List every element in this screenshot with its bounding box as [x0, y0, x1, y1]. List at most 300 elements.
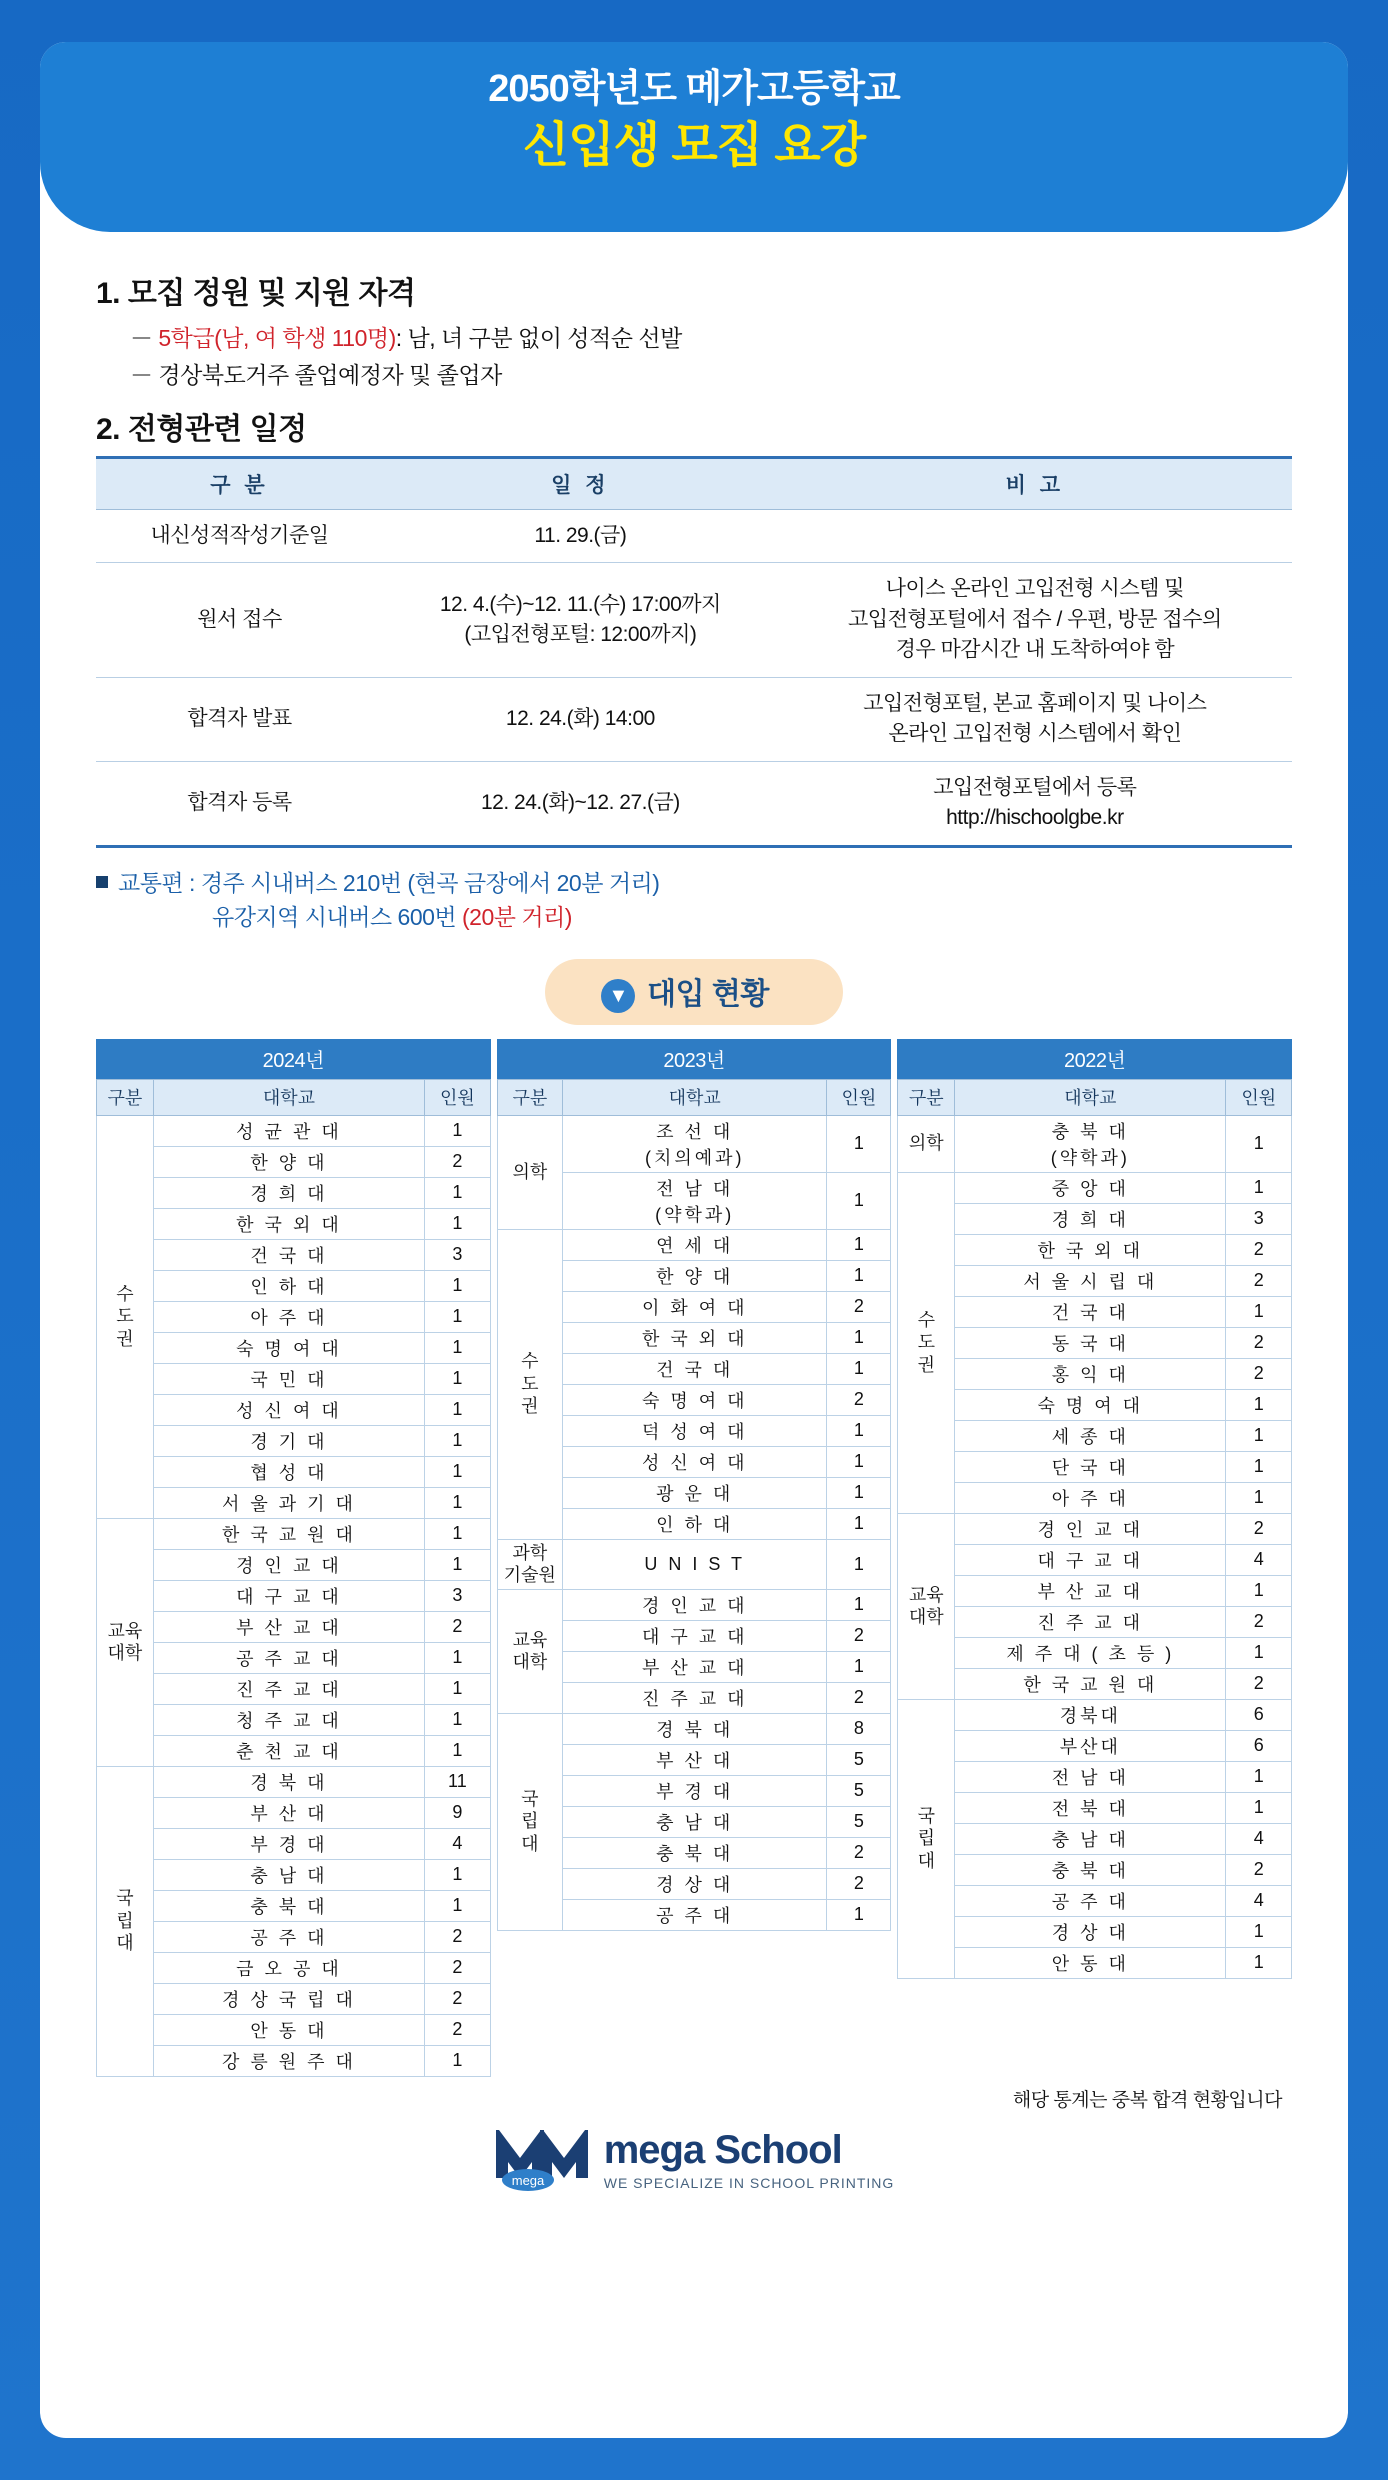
transport-line-1	[96, 866, 1292, 901]
results-cell-count: 1	[827, 1899, 891, 1930]
results-cell-count: 4	[425, 1828, 491, 1859]
square-bullet-icon	[96, 876, 108, 888]
results-cell-count: 1	[1226, 1115, 1292, 1172]
results-cell-division: 수 도 권	[898, 1172, 955, 1513]
results-cell-division: 과학 기술원	[497, 1539, 562, 1589]
results-cell-division: 교육 대학	[497, 1589, 562, 1713]
results-cell-count: 5	[827, 1744, 891, 1775]
admissions-pill-wrap	[96, 959, 1292, 1025]
table-row	[898, 1854, 1292, 1885]
results-cell-university: 단 국 대	[955, 1451, 1226, 1482]
table-row	[97, 1735, 491, 1766]
chevron-down-circle-icon: ▼	[601, 979, 635, 1013]
table-row	[97, 1859, 491, 1890]
schedule-cell-note: 고입전형포털에서 등록 http://hischoolgbe.kr	[778, 761, 1292, 846]
results-cell-university: 인 하 대	[153, 1270, 424, 1301]
results-cell-university: 경북대	[955, 1699, 1226, 1730]
results-cell-university: U N I S T	[563, 1539, 827, 1589]
results-cell-count: 1	[827, 1651, 891, 1682]
results-cell-count: 5	[827, 1775, 891, 1806]
results-cell-university: 조 선 대 (치의예과)	[563, 1115, 827, 1172]
results-cell-count: 1	[1226, 1761, 1292, 1792]
results-cell-university: 아 주 대	[955, 1482, 1226, 1513]
table-row	[898, 1420, 1292, 1451]
table-row	[898, 1358, 1292, 1389]
results-cell-count: 2	[1226, 1854, 1292, 1885]
results-cell-university: 이 화 여 대	[563, 1291, 827, 1322]
results-cell-university: 건 국 대	[563, 1353, 827, 1384]
results-year-block	[497, 1039, 892, 2077]
table-row	[97, 1828, 491, 1859]
results-cell-count: 1	[425, 1425, 491, 1456]
results-cell-university: 부 경 대	[563, 1775, 827, 1806]
results-header-count: 인원	[827, 1079, 891, 1115]
results-cell-count: 1	[827, 1322, 891, 1353]
results-cell-division: 수 도 권	[497, 1229, 562, 1539]
results-cell-university: 경 인 교 대	[563, 1589, 827, 1620]
results-cell-count: 2	[425, 1611, 491, 1642]
results-cell-count: 1	[1226, 1482, 1292, 1513]
table-row	[97, 1115, 491, 1146]
schedule-cell-date: 11. 29.(금)	[383, 510, 778, 563]
table-row	[97, 1704, 491, 1735]
results-cell-count: 2	[1226, 1513, 1292, 1544]
table-row	[97, 1766, 491, 1797]
results-cell-count: 2	[827, 1837, 891, 1868]
table-row	[97, 1394, 491, 1425]
results-cell-count: 1	[827, 1539, 891, 1589]
results-cell-division: 수 도 권	[97, 1115, 154, 1518]
results-cell-university: 충 북 대	[563, 1837, 827, 1868]
results-cell-count: 2	[1226, 1234, 1292, 1265]
results-cell-count: 3	[425, 1580, 491, 1611]
table-row	[898, 1296, 1292, 1327]
results-cell-university: 전 남 대 (약학과)	[563, 1172, 827, 1229]
schedule-row	[96, 563, 1292, 677]
results-cell-count: 1	[1226, 1389, 1292, 1420]
bullet1-rest: : 남, 녀 구분 없이 성적순 선발	[395, 325, 682, 351]
schedule-cell-note	[778, 510, 1292, 563]
results-cell-count: 1	[425, 1208, 491, 1239]
results-cell-count: 1	[425, 1270, 491, 1301]
table-row	[898, 1115, 1292, 1172]
results-cell-university: 부산대	[955, 1730, 1226, 1761]
results-cell-count: 3	[1226, 1203, 1292, 1234]
table-row	[97, 1921, 491, 1952]
results-cell-count: 2	[425, 2014, 491, 2045]
transport-line-2-highlight: (20분 거리)	[462, 904, 572, 930]
results-cell-university: 대 구 교 대	[153, 1580, 424, 1611]
results-cell-count: 2	[827, 1291, 891, 1322]
results-cell-university: 경 인 교 대	[153, 1549, 424, 1580]
results-cell-count: 1	[425, 1704, 491, 1735]
results-cell-university: 충 남 대	[955, 1823, 1226, 1854]
results-cell-university: 제 주 대 ( 초 등 )	[955, 1637, 1226, 1668]
schedule-cell-division: 합격자 등록	[96, 761, 383, 846]
schedule-body	[96, 510, 1292, 847]
table-row	[898, 1668, 1292, 1699]
results-cell-university: 숙 명 여 대	[153, 1332, 424, 1363]
section1-bullet-1	[130, 320, 1292, 353]
table-row	[898, 1172, 1292, 1203]
mega-logo-icon	[494, 2130, 590, 2192]
table-row	[97, 1146, 491, 1177]
table-row	[97, 1270, 491, 1301]
results-cell-count: 4	[1226, 1544, 1292, 1575]
results-cell-count: 9	[425, 1797, 491, 1828]
results-cell-count: 1	[827, 1115, 891, 1172]
table-row	[97, 1611, 491, 1642]
results-cell-university: 전 남 대	[955, 1761, 1226, 1792]
poster-header	[40, 42, 1348, 232]
table-row	[898, 1699, 1292, 1730]
results-cell-university: 진 주 교 대	[153, 1673, 424, 1704]
schedule-cell-division: 내신성적작성기준일	[96, 510, 383, 563]
transport-info	[96, 866, 1292, 935]
results-cell-count: 5	[827, 1806, 891, 1837]
table-row	[97, 1177, 491, 1208]
results-cell-count: 1	[425, 1549, 491, 1580]
poster-content	[40, 232, 1348, 2192]
table-row	[898, 1203, 1292, 1234]
schedule-row	[96, 761, 1292, 846]
results-body	[898, 1115, 1292, 1978]
results-body	[97, 1115, 491, 2076]
results-cell-university: 충 남 대	[153, 1859, 424, 1890]
schedule-header-row	[96, 458, 1292, 510]
results-header-division: 구분	[898, 1079, 955, 1115]
schedule-cell-date: 12. 24.(화)~12. 27.(금)	[383, 761, 778, 846]
results-cell-count: 1	[1226, 1792, 1292, 1823]
table-row	[898, 1575, 1292, 1606]
results-year-label: 2022년	[897, 1039, 1292, 1079]
results-cell-count: 4	[1226, 1885, 1292, 1916]
table-row	[97, 1518, 491, 1549]
table-row	[97, 1301, 491, 1332]
results-cell-count: 1	[1226, 1451, 1292, 1482]
results-cell-count: 1	[425, 1115, 491, 1146]
table-row	[97, 1797, 491, 1828]
results-header-division: 구분	[97, 1079, 154, 1115]
results-cell-count: 1	[425, 1735, 491, 1766]
results-cell-count: 1	[1226, 1947, 1292, 1978]
brand-tagline: WE SPECIALIZE IN SCHOOL PRINTING	[603, 2175, 895, 2191]
table-row	[97, 1487, 491, 1518]
results-year-block	[897, 1039, 1292, 2077]
results-cell-count: 1	[425, 2045, 491, 2076]
results-cell-count: 1	[425, 1177, 491, 1208]
table-row	[497, 1589, 891, 1620]
results-table	[897, 1079, 1292, 1979]
results-cell-university: 부 산 대	[153, 1797, 424, 1828]
results-header-division: 구분	[497, 1079, 562, 1115]
results-cell-count: 2	[1226, 1606, 1292, 1637]
section1-title: 1. 모집 정원 및 지원 자격	[96, 277, 416, 310]
results-cell-university: 부 산 교 대	[563, 1651, 827, 1682]
results-cell-count: 1	[425, 1518, 491, 1549]
results-table	[497, 1079, 892, 1931]
table-row	[97, 1208, 491, 1239]
table-row	[898, 1513, 1292, 1544]
results-cell-university: 한 국 교 원 대	[153, 1518, 424, 1549]
svg-text:mega: mega	[511, 2172, 544, 2188]
results-year-label: 2024년	[96, 1039, 491, 1079]
results-cell-count: 1	[827, 1446, 891, 1477]
table-row	[97, 1952, 491, 1983]
results-cell-count: 1	[425, 1859, 491, 1890]
results-header-count: 인원	[1226, 1079, 1292, 1115]
results-cell-count: 1	[1226, 1916, 1292, 1947]
results-cell-count: 1	[425, 1673, 491, 1704]
results-header-count: 인원	[425, 1079, 491, 1115]
results-cell-count: 2	[425, 1146, 491, 1177]
section2-title: 2. 전형관련 일정	[96, 413, 307, 446]
table-row	[898, 1451, 1292, 1482]
results-cell-count: 1	[425, 1394, 491, 1425]
results-cell-university: 금 오 공 대	[153, 1952, 424, 1983]
results-columns	[96, 1039, 1292, 2077]
table-row	[497, 1115, 891, 1172]
results-cell-university: 부 산 교 대	[955, 1575, 1226, 1606]
results-cell-university: 중 앙 대	[955, 1172, 1226, 1203]
results-cell-university: 안 동 대	[153, 2014, 424, 2045]
schedule-header-date: 일 정	[383, 458, 778, 510]
results-cell-count: 1	[827, 1508, 891, 1539]
results-cell-university: 협 성 대	[153, 1456, 424, 1487]
table-row	[898, 1637, 1292, 1668]
results-cell-count: 2	[1226, 1327, 1292, 1358]
results-cell-count: 1	[425, 1487, 491, 1518]
results-cell-university: 한 국 교 원 대	[955, 1668, 1226, 1699]
results-header-university: 대학교	[955, 1079, 1226, 1115]
table-row	[97, 1642, 491, 1673]
table-row	[97, 2014, 491, 2045]
results-cell-university: 한 양 대	[153, 1146, 424, 1177]
results-cell-count: 1	[1226, 1637, 1292, 1668]
schedule-table	[96, 456, 1292, 848]
schedule-cell-division: 합격자 발표	[96, 677, 383, 761]
admissions-section-pill	[545, 959, 843, 1025]
results-cell-university: 경 북 대	[563, 1713, 827, 1744]
schedule-row	[96, 510, 1292, 563]
header-title: 신입생 모집 요강	[522, 119, 866, 173]
results-cell-count: 1	[827, 1477, 891, 1508]
admissions-pill-label: 대입 현황	[647, 977, 769, 1011]
results-cell-count: 1	[425, 1363, 491, 1394]
results-cell-count: 2	[1226, 1668, 1292, 1699]
results-cell-university: 광 운 대	[563, 1477, 827, 1508]
results-cell-university: 한 양 대	[563, 1260, 827, 1291]
schedule-cell-date: 12. 4.(수)~12. 11.(수) 17:00까지 (고입전형포털: 12:00까지)	[383, 563, 778, 677]
results-cell-university: 성 균 관 대	[153, 1115, 424, 1146]
results-cell-count: 1	[1226, 1296, 1292, 1327]
results-cell-university: 부 산 교 대	[153, 1611, 424, 1642]
results-cell-count: 2	[827, 1682, 891, 1713]
table-row	[97, 2045, 491, 2076]
poster-sheet	[40, 42, 1348, 2438]
table-row	[97, 1239, 491, 1270]
results-cell-university: 충 북 대 (약학과)	[955, 1115, 1226, 1172]
results-cell-count: 2	[1226, 1265, 1292, 1296]
results-cell-university: 진 주 교 대	[563, 1682, 827, 1713]
results-cell-count: 1	[425, 1642, 491, 1673]
brand-footer	[96, 2130, 1292, 2192]
results-cell-university: 연 세 대	[563, 1229, 827, 1260]
results-cell-university: 전 북 대	[955, 1792, 1226, 1823]
results-cell-university: 경 상 대	[563, 1868, 827, 1899]
results-cell-count: 2	[827, 1620, 891, 1651]
schedule-row	[96, 677, 1292, 761]
schedule-header-division: 구 분	[96, 458, 383, 510]
table-row	[97, 1983, 491, 2014]
results-cell-university: 춘 천 교 대	[153, 1735, 424, 1766]
results-cell-university: 경 상 대	[955, 1916, 1226, 1947]
results-cell-division: 교육 대학	[898, 1513, 955, 1699]
results-cell-university: 세 종 대	[955, 1420, 1226, 1451]
results-cell-university: 대 구 교 대	[955, 1544, 1226, 1575]
results-cell-university: 숙 명 여 대	[955, 1389, 1226, 1420]
results-cell-university: 경 희 대	[955, 1203, 1226, 1234]
results-cell-count: 1	[1226, 1172, 1292, 1203]
results-cell-university: 홍 익 대	[955, 1358, 1226, 1389]
schedule-cell-date: 12. 24.(화) 14:00	[383, 677, 778, 761]
results-cell-count: 2	[827, 1868, 891, 1899]
results-cell-university: 경 북 대	[153, 1766, 424, 1797]
results-cell-university: 건 국 대	[955, 1296, 1226, 1327]
transport-line-2	[212, 900, 1292, 935]
table-row	[97, 1363, 491, 1394]
results-year-block	[96, 1039, 491, 2077]
table-row	[898, 1234, 1292, 1265]
results-cell-university: 성 신 여 대	[563, 1446, 827, 1477]
table-row	[898, 1482, 1292, 1513]
table-row	[97, 1580, 491, 1611]
schedule-cell-note: 나이스 온라인 고입전형 시스템 및 고입전형포털에서 접수 / 우편, 방문 접수의 경우 마감시간 내 도착하여야 함	[778, 563, 1292, 677]
results-cell-university: 아 주 대	[153, 1301, 424, 1332]
results-cell-university: 인 하 대	[563, 1508, 827, 1539]
results-cell-university: 진 주 교 대	[955, 1606, 1226, 1637]
results-header-row	[97, 1079, 491, 1115]
results-footnote: 해당 통계는 중복 합격 현황입니다	[1012, 2089, 1282, 2111]
results-cell-count: 2	[425, 1921, 491, 1952]
results-header-row	[497, 1079, 891, 1115]
results-cell-university: 청 주 교 대	[153, 1704, 424, 1735]
results-cell-university: 성 신 여 대	[153, 1394, 424, 1425]
results-cell-university: 안 동 대	[955, 1947, 1226, 1978]
results-cell-university: 경 상 국 립 대	[153, 1983, 424, 2014]
section1-bullet-2: － 경상북도거주 졸업예정자 및 졸업자	[130, 362, 502, 388]
table-row	[898, 1792, 1292, 1823]
results-cell-count: 1	[425, 1332, 491, 1363]
bullet1-highlight: 5학급(남, 여 학생 110명)	[158, 325, 396, 351]
results-cell-count: 1	[425, 1301, 491, 1332]
table-row	[898, 1265, 1292, 1296]
table-row	[97, 1673, 491, 1704]
table-row	[497, 1713, 891, 1744]
results-cell-university: 공 주 교 대	[153, 1642, 424, 1673]
results-cell-count: 2	[827, 1384, 891, 1415]
results-cell-university: 공 주 대	[153, 1921, 424, 1952]
results-cell-university: 서 울 과 기 대	[153, 1487, 424, 1518]
table-row	[898, 1916, 1292, 1947]
results-cell-count: 1	[827, 1415, 891, 1446]
results-cell-university: 공 주 대	[563, 1899, 827, 1930]
table-row	[898, 1389, 1292, 1420]
results-cell-university: 충 북 대	[955, 1854, 1226, 1885]
table-row	[97, 1332, 491, 1363]
results-body	[497, 1115, 891, 1930]
table-row	[898, 1327, 1292, 1358]
schedule-header-note: 비 고	[778, 458, 1292, 510]
results-cell-division: 교육 대학	[97, 1518, 154, 1766]
table-row	[898, 1947, 1292, 1978]
results-cell-university: 강 릉 원 주 대	[153, 2045, 424, 2076]
results-cell-division: 국 립 대	[898, 1699, 955, 1978]
table-row	[898, 1544, 1292, 1575]
mega-logo-svg	[494, 2130, 590, 2192]
results-cell-count: 1	[827, 1353, 891, 1384]
results-cell-count: 2	[425, 1983, 491, 2014]
table-row	[898, 1823, 1292, 1854]
results-cell-count: 1	[425, 1890, 491, 1921]
brand-name: mega School	[603, 2128, 842, 2172]
results-header-university: 대학교	[563, 1079, 827, 1115]
schedule-cell-division: 원서 접수	[96, 563, 383, 677]
brand-text	[604, 2130, 895, 2191]
results-cell-university: 동 국 대	[955, 1327, 1226, 1358]
results-cell-count: 1	[827, 1260, 891, 1291]
results-cell-university: 공 주 대	[955, 1885, 1226, 1916]
table-row	[898, 1730, 1292, 1761]
results-cell-university: 서 울 시 립 대	[955, 1265, 1226, 1296]
results-cell-count: 11	[425, 1766, 491, 1797]
results-cell-division: 의학	[898, 1115, 955, 1172]
results-cell-university: 경 인 교 대	[955, 1513, 1226, 1544]
results-cell-count: 6	[1226, 1699, 1292, 1730]
results-header-row	[898, 1079, 1292, 1115]
results-cell-count: 1	[827, 1589, 891, 1620]
transport-line-1-text: 교통편 : 경주 시내버스 210번 (현곡 금장에서 20분 거리)	[118, 869, 660, 896]
results-cell-university: 한 국 외 대	[563, 1322, 827, 1353]
results-cell-division: 의학	[497, 1115, 562, 1229]
table-row	[97, 1890, 491, 1921]
results-cell-university: 한 국 외 대	[955, 1234, 1226, 1265]
results-cell-count: 1	[827, 1229, 891, 1260]
results-cell-count: 3	[425, 1239, 491, 1270]
results-header-university: 대학교	[153, 1079, 424, 1115]
results-cell-university: 경 기 대	[153, 1425, 424, 1456]
results-cell-count: 4	[1226, 1823, 1292, 1854]
results-cell-count: 1	[827, 1172, 891, 1229]
results-cell-university: 부 경 대	[153, 1828, 424, 1859]
results-cell-division: 국 립 대	[497, 1713, 562, 1930]
results-cell-count: 8	[827, 1713, 891, 1744]
table-row	[898, 1885, 1292, 1916]
table-row	[898, 1761, 1292, 1792]
results-cell-university: 대 구 교 대	[563, 1620, 827, 1651]
results-cell-division: 국 립 대	[97, 1766, 154, 2076]
results-cell-university: 숙 명 여 대	[563, 1384, 827, 1415]
results-year-label: 2023년	[497, 1039, 892, 1079]
results-cell-university: 국 민 대	[153, 1363, 424, 1394]
results-cell-count: 2	[1226, 1358, 1292, 1389]
results-cell-university: 덕 성 여 대	[563, 1415, 827, 1446]
table-row	[497, 1229, 891, 1260]
results-cell-university: 충 북 대	[153, 1890, 424, 1921]
results-cell-university: 경 희 대	[153, 1177, 424, 1208]
table-row	[97, 1456, 491, 1487]
results-cell-count: 2	[425, 1952, 491, 1983]
